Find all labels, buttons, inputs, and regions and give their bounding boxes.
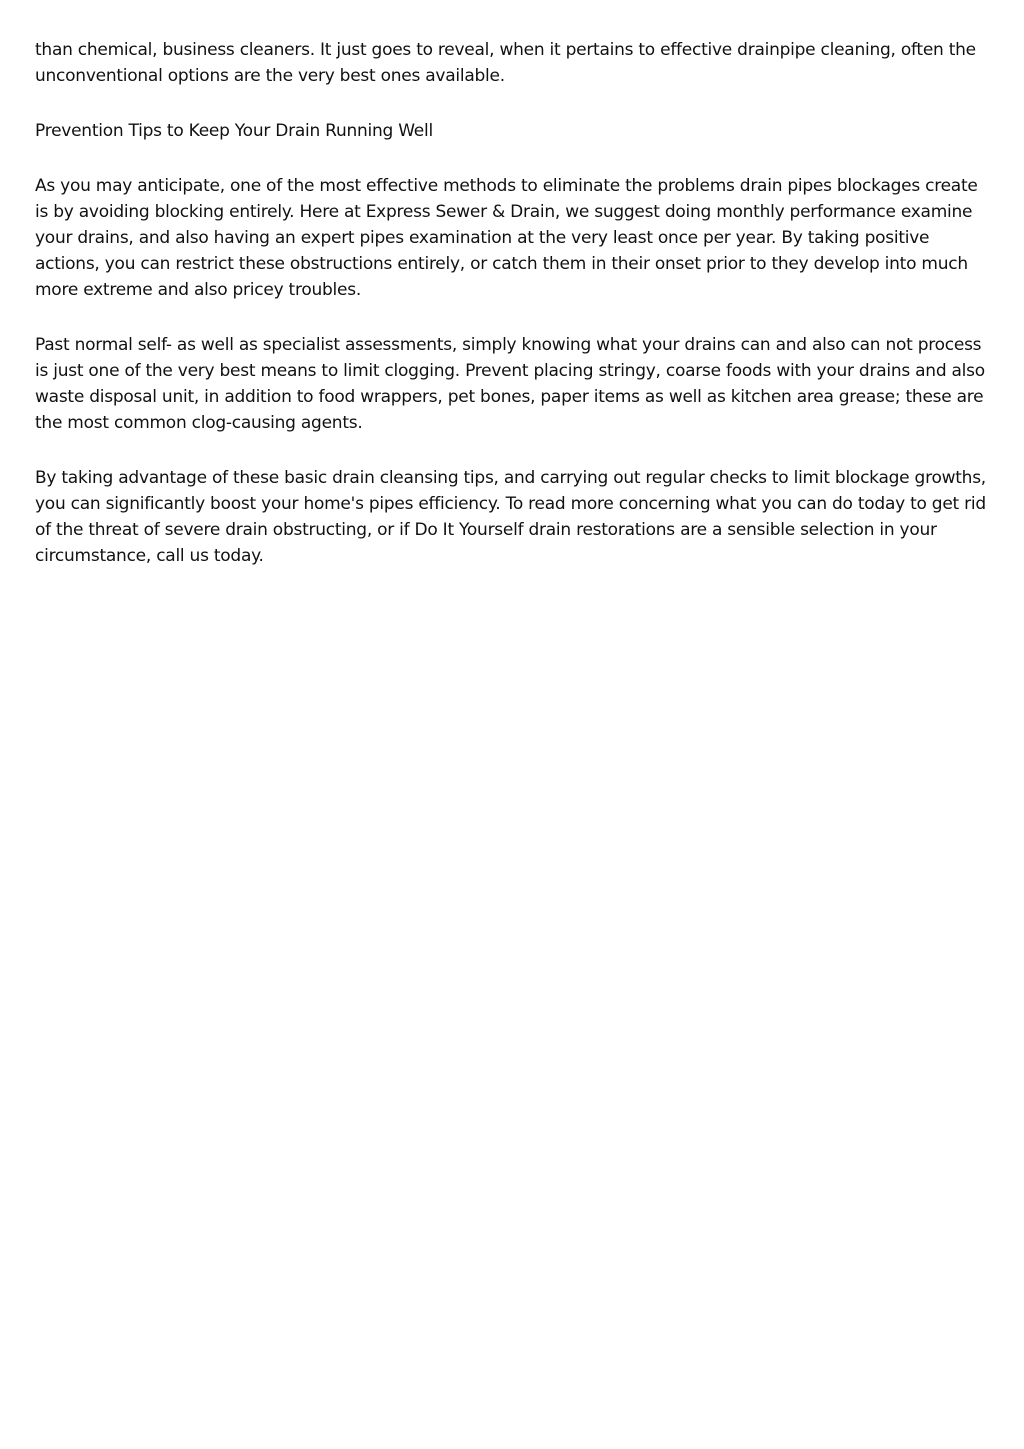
paragraph-assessments: Past normal self- as well as specialist assessments, simply knowing what your drains can and also can not process is just one of the very best means to limit clogging. Prevent placing stringy, coarse foods with your drains and also waste disposal unit, in addition to food wrappers, pet bones, paper items as well as kitchen area grease; these are the most common clog-causing agents. — [35, 335, 985, 433]
paragraph-conclusion: By taking advantage of these basic drain cleansing tips, and carrying out regular checks to limit blockage growths, you can significantly boost your home's pipes efficiency. To read more concerning what you can do today to get rid of the threat of severe drain obstructing, or if Do It Yourself drain restorations are a sensible selection in your circumstance, call us today. — [35, 468, 986, 566]
document-body — [35, 37, 993, 598]
paragraph-intro: than chemical, business cleaners. It just goes to reveal, when it pertains to effective drainpipe cleaning, often the unconventional options are the very best ones available. — [35, 40, 976, 86]
paragraph-prevention: As you may anticipate, one of the most effective methods to eliminate the problems drain pipes blockages create is by avoiding blocking entirely. Here at Express Sewer & Drain, we suggest doing monthly performance examine your drains, and also having an expert pipes examination at the very least once per year. By taking positive actions, you can restrict these obstructions entirely, or catch them in their onset prior to they develop into much more extreme and also pricey troubles. — [35, 176, 978, 300]
section-heading: Prevention Tips to Keep Your Drain Running Well — [35, 121, 433, 141]
